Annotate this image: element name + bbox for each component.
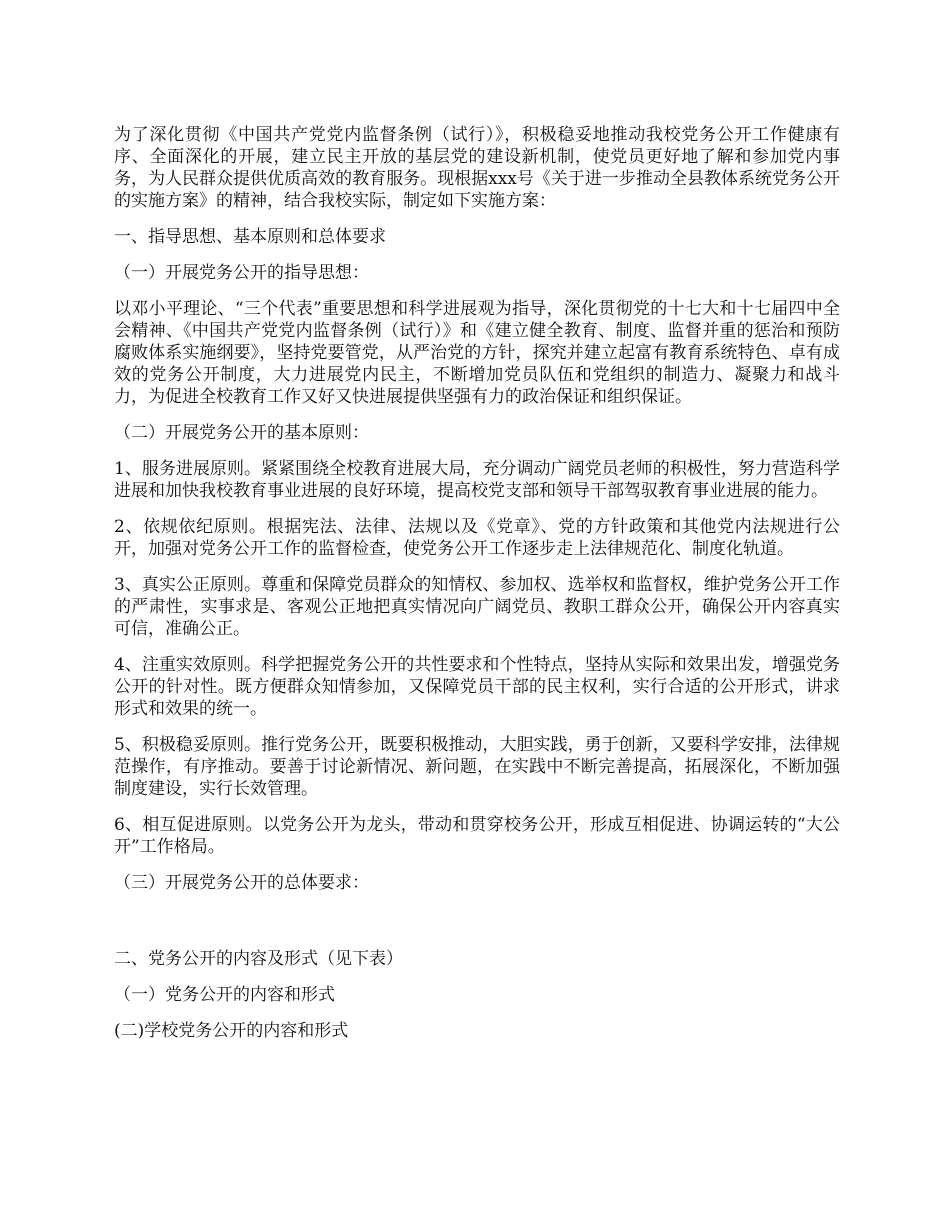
guiding-ideology-paragraph: 以邓小平理论、“三个代表”重要思想和科学进展观为指导，深化贯彻党的十七大和十七届四中全会精神、《中国共产党党内监督条例（试行）》和《建立健全教育、制度、监督并重的惩治和预防腐败体系实施纲要》，坚持党要管党，从严治党的方针，探究并建立起富有教育系统特色、卓有成效的党务公开制度，大力进展党内民主，不断增加党员队伍和党组织的制造力、凝聚力和战斗力，为促进全校教育工作又好又快进展提供坚强有力的政治保证和组织保证。 xyxy=(114,299,840,407)
subsection-heading-content-form: （一）党务公开的内容和形式 xyxy=(114,985,335,1005)
subsection-heading-school-content-form: (二)学校党务公开的内容和形式 xyxy=(114,1021,349,1041)
principle-1-paragraph: 1、服务进展原则。紧紧围绕全校教育进展大局，充分调动广阔党员老师的积极性，努力营造科学进展和加快我校教育事业进展的良好环境，提高校党支部和领导干部驾驭教育事业进展的能力。 xyxy=(114,459,840,501)
intro-paragraph: 为了深化贯彻《中国共产党党内监督条例（试行）》，积极稳妥地推动我校党务公开工作健康有序、全面深化的开展，建立民主开放的基层党的建设新机制，使党员更好地了解和参加党内事务，为人民群众提供优质高效的教育服务。现根据xxx号《关于进一步推动全县教体系统党务公开的实施方案》的精神，结合我校实际，制定如下实施方案： xyxy=(114,125,840,211)
subsection-heading-basic-principles: （二）开展党务公开的基本原则： xyxy=(114,423,369,443)
section-heading-2: 二、党务公开的内容及形式（见下表） xyxy=(114,949,403,969)
section-heading-1: 一、指导思想、基本原则和总体要求 xyxy=(114,227,386,247)
principle-6-paragraph: 6、相互促进原则。以党务公开为龙头，带动和贯穿校务公开，形成互相促进、协调运转的“大公开”工作格局。 xyxy=(114,815,840,857)
blank-space xyxy=(114,908,840,948)
principle-2-paragraph: 2、依规依纪原则。根据宪法、法律、法规以及《党章》、党的方针政策和其他党内法规进行公开，加强对党务公开工作的监督检查，使党务公开工作逐步走上法律规范化、制度化轨道。 xyxy=(114,517,840,559)
principle-3-paragraph: 3、真实公正原则。尊重和保障党员群众的知情权、参加权、选举权和监督权，维护党务公开工作的严肃性，实事求是、客观公正地把真实情况向广阔党员、教职工群众公开，确保公开内容真实可信，准确公正。 xyxy=(114,575,840,639)
principle-4-paragraph: 4、注重实效原则。科学把握党务公开的共性要求和个性特点，坚持从实际和效果出发，增强党务公开的针对性。既方便群众知情参加，又保障党员干部的民主权利，实行合适的公开形式，讲求形式和效果的统一。 xyxy=(114,655,840,719)
subsection-heading-guiding-ideology: （一）开展党务公开的指导思想： xyxy=(114,263,369,283)
principle-5-paragraph: 5、积极稳妥原则。推行党务公开，既要积极推动，大胆实践，勇于创新，又要科学安排，法律规范操作，有序推动。要善于讨论新情况、新问题，在实践中不断完善提高，拓展深化，不断加强制度建设，实行长效管理。 xyxy=(114,735,840,799)
document-body xyxy=(114,124,840,1056)
subsection-heading-general-requirements: （三）开展党务公开的总体要求： xyxy=(114,873,369,893)
